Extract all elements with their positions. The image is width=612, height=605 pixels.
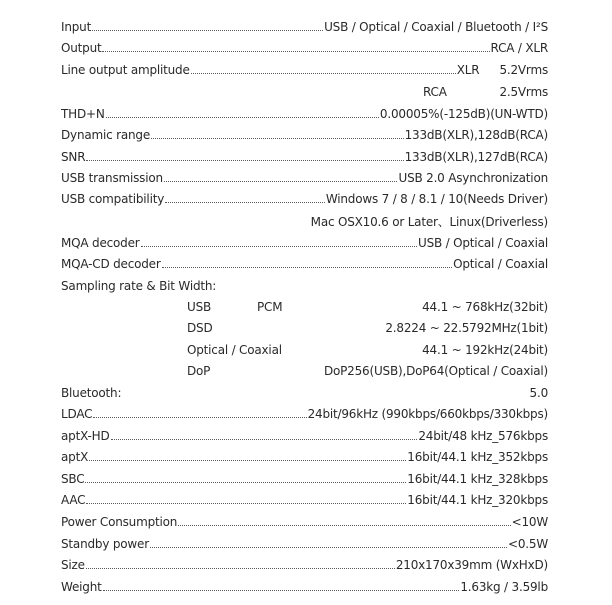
spec-label: AAC xyxy=(61,493,86,507)
spec-row-bluetooth-value xyxy=(530,383,548,403)
spec-row-bluetooth-label xyxy=(61,383,121,403)
spec-row-sampling-heading xyxy=(61,276,216,296)
spec-row-line-output xyxy=(61,60,548,80)
sampling-dsd-value xyxy=(385,318,548,338)
sampling-usb-fmt xyxy=(257,297,282,317)
spec-label: Weight xyxy=(61,580,102,594)
leader-dots xyxy=(141,245,418,247)
spec-row-sbc xyxy=(61,469,548,489)
leader-dots xyxy=(178,524,510,526)
spec-row-mqa-decoder xyxy=(61,233,548,253)
spec-value: 210x170x39mm (WxHxD) xyxy=(395,558,548,572)
sampling-value: 44.1 ~ 192kHz(24bit) xyxy=(422,343,548,357)
sampling-value: DoP256(USB),DoP64(Optical / Coaxial) xyxy=(323,364,548,378)
sampling-src: Optical / Coaxial xyxy=(187,343,282,357)
leader-dots xyxy=(92,29,323,31)
spec-label: Input xyxy=(61,20,92,34)
leader-dots xyxy=(102,50,489,52)
spec-value: RCA / XLR xyxy=(490,41,548,55)
spec-label: Standby power xyxy=(61,537,149,551)
sampling-src: DSD xyxy=(187,321,213,335)
spec-row-dynamic-range xyxy=(61,125,548,145)
spec-value: 133dB(XLR),127dB(RCA) xyxy=(404,150,548,164)
spec-row-line-output-rca xyxy=(499,82,548,102)
spec-row-thd xyxy=(61,104,548,124)
spec-label: LDAC xyxy=(61,407,93,421)
spec-value: Windows 7 / 8 / 8.1 / 10(Needs Driver) xyxy=(325,192,548,206)
spec-label: USB transmission xyxy=(61,171,163,185)
sampling-dop-src xyxy=(187,361,210,381)
spec-row-aptx-hd xyxy=(61,426,548,446)
spec-row-usb-transmission xyxy=(61,168,548,188)
spec-label: Size xyxy=(61,558,85,572)
spec-label: Output xyxy=(61,41,102,55)
spec-row-usb-compat xyxy=(61,189,548,209)
leader-dots xyxy=(111,438,418,440)
spec-value: 24bit/48 kHz_576kbps xyxy=(418,429,548,443)
spec-value: 16bit/44.1 kHz_352kbps xyxy=(407,450,548,464)
sampling-optical-src xyxy=(187,340,282,360)
leader-dots xyxy=(86,159,403,161)
spec-row-aptx xyxy=(61,447,548,467)
spec-row-usb-compat-2 xyxy=(311,211,548,231)
spec-value: Optical / Coaxial xyxy=(453,257,548,271)
spec-value: 1.63kg / 3.59lb xyxy=(460,580,548,594)
sampling-value: 2.8224 ~ 22.5792MHz(1bit) xyxy=(385,321,548,335)
spec-value: Mac OSX10.6 or Later、Linux(Driverless) xyxy=(310,214,548,229)
spec-value: 133dB(XLR),128dB(RCA) xyxy=(404,128,548,142)
spec-value: <10W xyxy=(511,515,548,529)
leader-dots xyxy=(150,546,507,548)
spec-value: 0.00005%(-125dB)(UN-WTD) xyxy=(379,107,548,121)
spec-label: Dynamic range xyxy=(61,128,151,142)
sampling-usb-value xyxy=(422,297,548,317)
spec-row-standby xyxy=(61,534,548,554)
sampling-fmt: PCM xyxy=(257,300,283,314)
spec-label: THD+N xyxy=(61,107,105,121)
spec-value: 5.0 xyxy=(529,386,548,400)
sampling-usb-src xyxy=(187,297,211,317)
sampling-src: DoP xyxy=(187,364,211,378)
spec-label: USB compatibility xyxy=(61,192,165,206)
spec-label: aptX-HD xyxy=(61,429,110,443)
spec-label: SNR xyxy=(61,150,86,164)
spec-value: 24bit/96kHz (990kbps/660kbps/330kbps) xyxy=(307,407,548,421)
spec-label: aptX xyxy=(61,450,89,464)
leader-dots xyxy=(106,116,379,118)
spec-value-rca: 2.5Vrms xyxy=(499,85,548,99)
spec-row-input xyxy=(61,17,548,37)
spec-value: <0.5W xyxy=(507,537,548,551)
sampling-optical-value xyxy=(422,340,548,360)
leader-dots xyxy=(162,266,453,268)
spec-row-weight xyxy=(61,577,548,597)
leader-dots xyxy=(86,502,406,504)
spec-value: USB / Optical / Coaxial / Bluetooth / I²S xyxy=(324,20,548,34)
spec-value: USB 2.0 Asynchronization xyxy=(398,171,548,185)
spec-label: SBC xyxy=(61,472,85,486)
spec-row-ldac xyxy=(61,404,548,424)
sampling-src: USB xyxy=(187,300,212,314)
spec-label: MQA decoder xyxy=(61,236,140,250)
sampling-dop-value xyxy=(324,361,548,381)
leader-dots xyxy=(93,416,306,418)
leader-dots xyxy=(85,481,406,483)
spec-label: Power Consumption xyxy=(61,515,178,529)
leader-dots xyxy=(151,137,404,139)
spec-row-output xyxy=(61,38,548,58)
spec-label: MQA-CD decoder xyxy=(61,257,161,271)
spec-value-xlr-key: XLR xyxy=(456,63,480,77)
spec-row-line-output-rca-key xyxy=(423,82,447,102)
leader-dots xyxy=(165,201,325,203)
spec-label: Bluetooth: xyxy=(61,386,122,400)
spec-value-rca-key: RCA xyxy=(423,85,447,99)
leader-dots xyxy=(191,72,456,74)
spec-value-xlr: 5.2Vrms xyxy=(499,63,548,77)
spec-value: 16bit/44.1 kHz_320kbps xyxy=(407,493,548,507)
leader-dots xyxy=(103,589,460,591)
spec-value: USB / Optical / Coaxial xyxy=(418,236,548,250)
sampling-value: 44.1 ~ 768kHz(32bit) xyxy=(422,300,548,314)
spec-row-power xyxy=(61,512,548,532)
leader-dots xyxy=(89,459,406,461)
spec-row-snr xyxy=(61,147,548,167)
spec-value: 16bit/44.1 kHz_328kbps xyxy=(407,472,548,486)
leader-dots xyxy=(86,567,395,569)
spec-label: Line output amplitude xyxy=(61,63,190,77)
spec-row-aac xyxy=(61,490,548,510)
spec-row-size xyxy=(61,555,548,575)
leader-dots xyxy=(164,180,398,182)
sampling-dsd-src xyxy=(187,318,213,338)
spec-row-mqa-cd-decoder xyxy=(61,254,548,274)
spec-label: Sampling rate & Bit Width: xyxy=(61,279,217,293)
